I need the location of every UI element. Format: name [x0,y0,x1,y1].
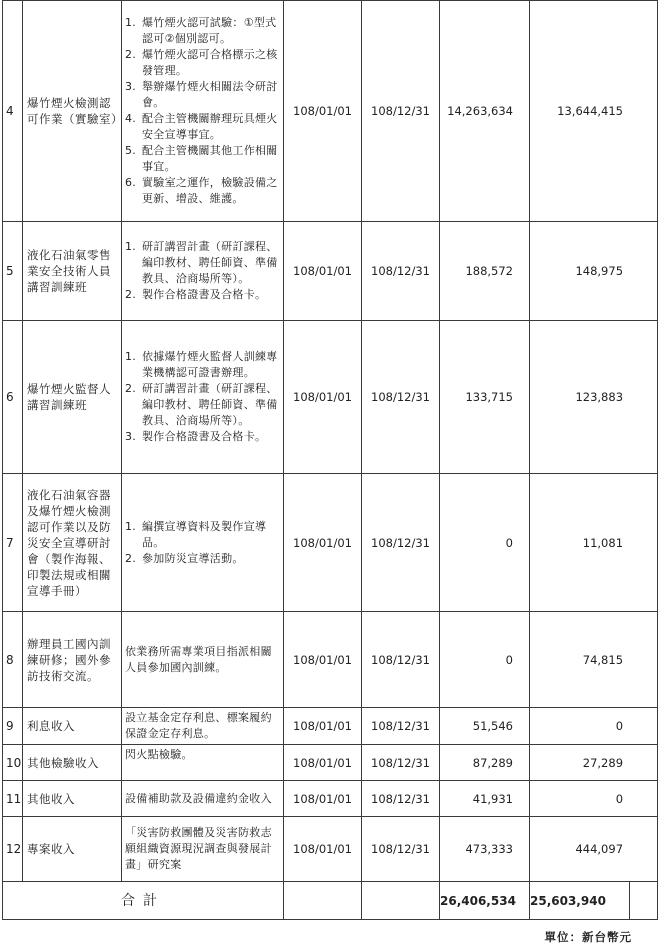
project-name: 液化石油氣零售業安全技術人員講習訓練班 [23,222,122,321]
total-label: 合計 [3,882,284,920]
table-row [3,708,658,745]
unit-note: 單位：新台幣元 [544,930,632,944]
project-name: 爆竹煙火監督人講習訓練班 [23,321,122,474]
amount-1: 0 [440,612,530,708]
amount-2: 123,883 [530,321,658,474]
total-amount-1: 26,406,534 [440,882,530,920]
project-content [122,1,284,222]
start-date: 108/01/01 [284,222,362,321]
project-name: 液化石油氣容器及爆竹煙火檢測認可作業以及防災安全宣導研討會（製作海報、印製法規或相關宣導手冊） [23,474,122,612]
row-number: 10 [3,745,23,781]
end-date: 108/12/31 [362,474,440,612]
empty-cell [362,882,440,920]
table-row [3,321,658,474]
end-date: 108/12/31 [362,708,440,745]
amount-1: 473,333 [440,817,530,882]
row-number: 6 [3,321,23,474]
total-amount-2: 25,603,940 [530,882,630,920]
project-content: 閃火點檢驗。 [122,745,284,781]
end-date: 108/12/31 [362,222,440,321]
amount-2: 74,815 [530,612,658,708]
table-row [3,612,658,708]
start-date: 108/01/01 [284,612,362,708]
amount-1: 0 [440,474,530,612]
start-date: 108/01/01 [284,321,362,474]
project-name: 其他檢驗收入 [23,745,122,781]
project-name: 專案收入 [23,817,122,882]
start-date: 108/01/01 [284,708,362,745]
row-number: 5 [3,222,23,321]
content-item: 2. 製作合格證書及合格卡。 [125,288,267,301]
amount-2: 0 [530,781,658,817]
content-item: 2. 參加防災宣導活動。 [125,551,244,565]
end-date: 108/12/31 [362,1,440,222]
end-date: 108/12/31 [362,745,440,781]
project-content: 「災害防救團體及災害防救志願組織資源現況調查與發展計畫」研究案 [122,817,284,882]
empty-cell [284,882,362,920]
table-row [3,222,658,321]
table-row [3,474,658,612]
table-row [3,1,658,222]
amount-1: 14,263,634 [440,1,530,222]
start-date: 108/01/01 [284,1,362,222]
amount-2: 148,975 [530,222,658,321]
amount-1: 51,546 [440,708,530,745]
content-item: 6. 實驗室之運作，檢驗設備之更新、增設、維護。 [125,176,278,205]
project-content [122,222,284,321]
project-name: 辦理員工國內訓練研修；國外參訪技術交流。 [23,612,122,708]
amount-2: 444,097 [530,817,658,882]
project-content [122,321,284,474]
project-content: 設立基金定存利息、標案履約保證金定存利息。 [122,708,284,745]
content-item: 2. 研訂講習計畫（研訂課程、編印教材、聘任師資、準備教具、洽商場所等）。 [125,382,278,427]
table-row [3,817,658,882]
amount-2: 27,289 [530,745,658,781]
total-row [3,882,658,920]
amount-2: 13,644,415 [530,1,658,222]
end-date: 108/12/31 [362,781,440,817]
project-name: 利息收入 [23,708,122,745]
content-item: 3. 舉辦爆竹煙火相關法令研討會。 [125,80,278,109]
project-content: 設備補助款及設備違約金收入 [122,781,284,817]
amount-1: 87,289 [440,745,530,781]
content-item: 1. 編撰宣導資料及製作宣導品。 [125,519,267,549]
row-number: 8 [3,612,23,708]
content-item: 1. 依據爆竹煙火監督人訓練專業機構認可證書辦理。 [125,350,278,379]
start-date: 108/01/01 [284,745,362,781]
amount-2: 11,081 [530,474,658,612]
end-date: 108/12/31 [362,321,440,474]
content-item: 1. 爆竹煙火認可試驗：①型式認可②個別認可。 [125,16,277,45]
amount-1: 188,572 [440,222,530,321]
project-name: 爆竹煙火檢測認可作業（實驗室） [23,1,122,222]
empty-cell [630,882,658,920]
end-date: 108/12/31 [362,612,440,708]
row-number: 9 [3,708,23,745]
row-number: 12 [3,817,23,882]
table-row [3,745,658,781]
content-item: 4. 配合主管機關辦理玩具煙火安全宣導事宜。 [125,112,278,141]
start-date: 108/01/01 [284,474,362,612]
budget-table [2,0,658,920]
start-date: 108/01/01 [284,817,362,882]
row-number: 7 [3,474,23,612]
content-item: 3. 製作合格證書及合格卡。 [125,430,267,443]
amount-1: 133,715 [440,321,530,474]
amount-1: 41,931 [440,781,530,817]
row-number: 11 [3,781,23,817]
row-number: 4 [3,1,23,222]
content-item: 1. 研訂講習計畫（研訂課程、編印教材、聘任師資、準備教具、洽商場所等）。 [125,240,278,285]
amount-2: 0 [530,708,658,745]
end-date: 108/12/31 [362,817,440,882]
start-date: 108/01/01 [284,781,362,817]
content-item: 5. 配合主管機關其他工作相關事宜。 [125,144,278,173]
content-item: 2. 爆竹煙火認可合格標示之核發管理。 [125,48,278,77]
project-name: 其他收入 [23,781,122,817]
table-row [3,781,658,817]
project-content [122,474,284,612]
project-content: 依業務所需專業項目指派相關人員參加國內訓練。 [122,612,284,708]
